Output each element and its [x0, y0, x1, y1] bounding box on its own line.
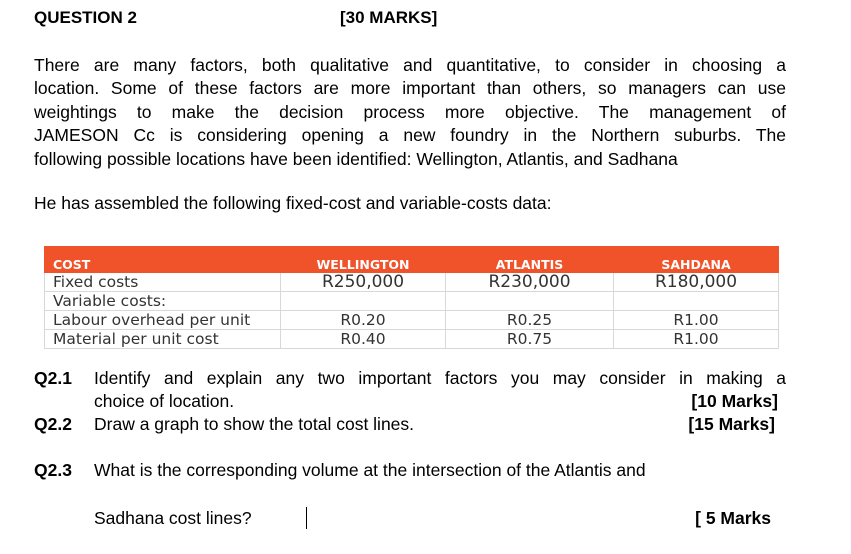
q2-number: Q2.2 — [34, 414, 72, 434]
text-cursor — [306, 507, 307, 529]
row-label: Material per unit cost — [45, 330, 281, 349]
header-sahdana: SAHDANA — [614, 247, 779, 273]
intro-line: weightings to make the decision process more objective. The management of — [34, 101, 786, 122]
cell-value — [281, 292, 446, 311]
table-row — [45, 273, 779, 292]
q3-text-line1: What is the corresponding volume at the intersection of the Atlantis and — [94, 460, 646, 480]
assembled-text: He has assembled the following fixed-cost and variable-costs data: — [34, 193, 552, 213]
intro-line: JAMESON Cc is considering opening a new foundry in the Northern suburbs. The — [34, 125, 786, 146]
cell-value: R0.40 — [281, 330, 446, 349]
cell-value: R1.00 — [614, 330, 779, 349]
intro-line: following possible locations have been identified: Wellington, Atlantis, and Sadhana — [34, 148, 678, 169]
table-header-row — [45, 247, 779, 273]
cell-value — [614, 292, 779, 311]
cell-value: R0.75 — [446, 330, 614, 349]
cost-table — [44, 246, 779, 349]
cell-value: R0.20 — [281, 311, 446, 330]
q2-text: Draw a graph to show the total cost lines. — [94, 414, 415, 434]
intro-line: location. Some of these factors are more important than others, so managers can use — [34, 78, 786, 99]
header-cost: COST — [45, 247, 281, 273]
row-label: Variable costs: — [45, 292, 281, 311]
q1-text-line1: Identify and explain any two important factors you may consider in making a — [94, 368, 786, 388]
cell-value: R250,000 — [281, 273, 446, 292]
header-atlantis: ATLANTIS — [446, 247, 614, 273]
cell-value: R0.25 — [446, 311, 614, 330]
q2-marks: [15 Marks] — [688, 414, 775, 434]
table-row — [45, 292, 779, 311]
q1-text-line2: choice of location. — [94, 391, 235, 411]
cell-value — [446, 292, 614, 311]
q1-number: Q2.1 — [34, 368, 72, 388]
q3-number: Q2.3 — [34, 460, 72, 480]
cell-value: R230,000 — [446, 273, 614, 292]
table-row — [45, 311, 779, 330]
row-label: Labour overhead per unit — [45, 311, 281, 330]
cell-value: R180,000 — [614, 273, 779, 292]
table-row — [45, 330, 779, 349]
question-heading: QUESTION 2 — [34, 8, 137, 27]
q3-text-line2: Sadhana cost lines? — [94, 508, 252, 528]
intro-line: There are many factors, both qualitative and quantitative, to consider in choosing a — [34, 55, 786, 75]
cell-value: R1.00 — [614, 311, 779, 330]
q3-marks: [ 5 Marks — [695, 508, 771, 528]
question-total-marks: [30 MARKS] — [340, 8, 438, 27]
intro-paragraph — [34, 54, 786, 171]
q1-marks: [10 Marks] — [691, 391, 778, 411]
row-label: Fixed costs — [45, 273, 281, 292]
header-wellington: WELLINGTON — [281, 247, 446, 273]
